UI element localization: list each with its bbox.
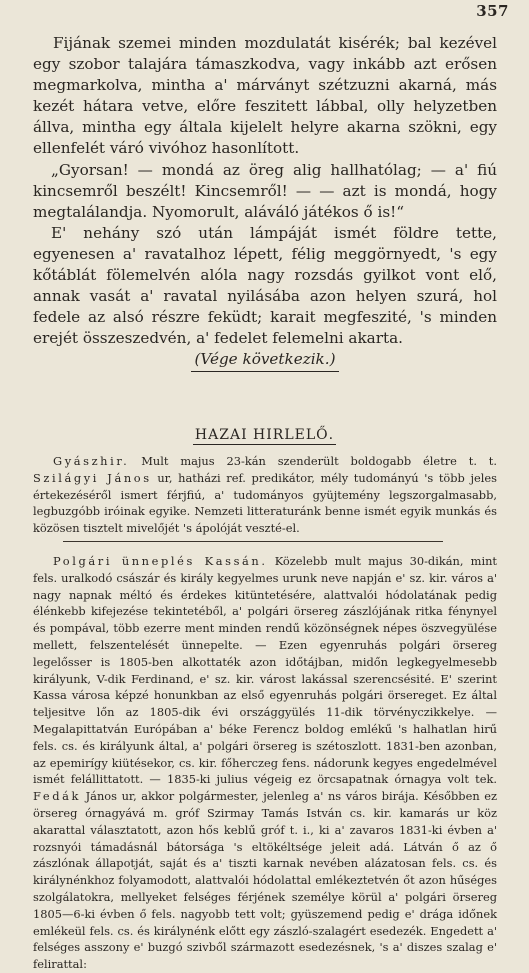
novel-paragraph: Fijának szemei minden mozdulatát kisérék; bal kezével egy szobor talajára támaszkodva, vagy inkább azt erősen megmarkolva, mintha a' márványt szétzuzni akarná, más kezét hátara vetve, előre feszitett lábbal, olly helyzetben állva, mintha egy általa kijelelt helyre akarna szökni, egy ellenfelét váró vivóhoz hasonlított. (33, 34, 497, 158)
end-note: (Vége következik.) (191, 349, 338, 371)
news-lead: Polgári ünneplés Kassán. (53, 554, 268, 568)
person-name: Szilágyi János (33, 470, 152, 485)
news-item-kassa (33, 553, 497, 973)
news-paragraph (33, 553, 497, 973)
news-section-heading (0, 427, 529, 445)
news-heading-text: HAZAI HIRLELŐ. (194, 427, 335, 443)
novel-paragraph: E' nehány szó után lámpáját ismét földre tette, egyenesen a' ravatalhoz lépett, félig meggörnyedt, 's egy kőtáblát fölemelvén alóla nagy rozsdás gyilkot vont elő, annak vasát a' ravatal nyilásába azon helyen szurá, hol fedele az alsó részre feküdt; karait megfeszité, 's minden erejét összeszedvén, a' fedelet felemelni akarta. (33, 223, 497, 348)
news-item-obituary (33, 453, 497, 537)
person-name: Fedák (33, 789, 82, 804)
news-text: Mult majus 23-kán szenderült boldogabb életre t. t. (129, 454, 497, 468)
news-paragraph (33, 453, 497, 537)
news-text: János ur, akkor polgármester, jelenleg a' ns város birája. Későbben ez örsereg órnagyává m. gróf Szirmay Tamás István cs. kir. kamarás ur köz akarattal választatott, azon hős keblű gróf t. i., ki a' zavaros 1831-ki évben a' rozsnyói támadásnál bátorsága 's eltökéltsége jeleit adá. Látván ő az ő zászlónak állapotját, saját és a' tiszti karnak nevében alázatosan fels. cs. és királynénkhoz folyamodott, alattvalói hódolattal emlékeztetvén őt azon hűséges szolgálatokra, mellyeket felséges férjének személye körül a' polgári örsereg 1805—6-ki évben ő fels. nagyobb tett volt; gyüszemend pedig e' drága időnek emlékeül fels. cs. és királynénk előtt egy zászló-szalagért esedezék. Engedett a' felséges asszony e' buzgó szivből származott esedezésnek, 's a' diszes szalag e' felirattal: (33, 789, 497, 972)
news-lead: Gyászhir. (53, 454, 130, 468)
to-be-continued (33, 349, 497, 371)
section-divider (63, 541, 443, 542)
news-text: ur, hatházi ref. predikátor, mély tudományú 's több jeles értekezéséről ismert férjfiú, a' tudományos gyüjtemény legszorgalmasabb, legbuzgóbb iróinak egyike. Nemzeti litteraturánk benne ismét egyik munkás és közösen tisztelt mivelőjét 's ápolóját veszté-el. (33, 470, 498, 536)
novel-excerpt (33, 33, 497, 372)
novel-paragraph: „Gyorsan! — mondá az öreg alig hallhatólag; — a' fiú kincsemről beszélt! Kincsemről! — — azt is mondá, hogy megtalálandja. Nyomorult, aláváló játékos ő is!“ (33, 160, 497, 221)
page-number: 357 (476, 2, 509, 20)
news-text: Közelebb mult majus 30-dikán, mint fels. uralkodó császár és király kegyelmes urunk neve napján e' sz. kir. város a' nagy napnak méltó és érdekes kitüntetésére, alattvalói hódolatának pedig élénkebb kifejezése tekintetéből, a' polgári örsereg zászlójának ritka fénynyel és pompával, több ezerre ment minden rendű közönségnek népes öszvegyülése mellett, felszentelését ünnepelte. — Ezen egyenruhás polgári örsereg legelősser is 1805-ben alkottaték azon időtájban, midőn legkegyelmesebb királyunk, V-dik Ferdinand, e' sz. kir. várost lakással szerencsésité. E' szerint Kassa városa képzé honunkban az első egyenruhás polgári örsereget. Ez által teljesitve lőn az 1805-dik évi országgyülés 11-dik törvényczikkelye. — Megalapittatván Európában a' béke Ferencz boldog emlékű 's halhatlan hirű fels. cs. és királyunk által, a' polgári örsereg is szétoszlott. 1831-ben azonban, az epemirígy kiütésekor, cs. kir. főherczeg fens. nádorunk kegyes engedelmével ismét felállittatott. — 1835-ki julius végeig ez örcsapatnak órnagya volt tek. (33, 554, 498, 787)
